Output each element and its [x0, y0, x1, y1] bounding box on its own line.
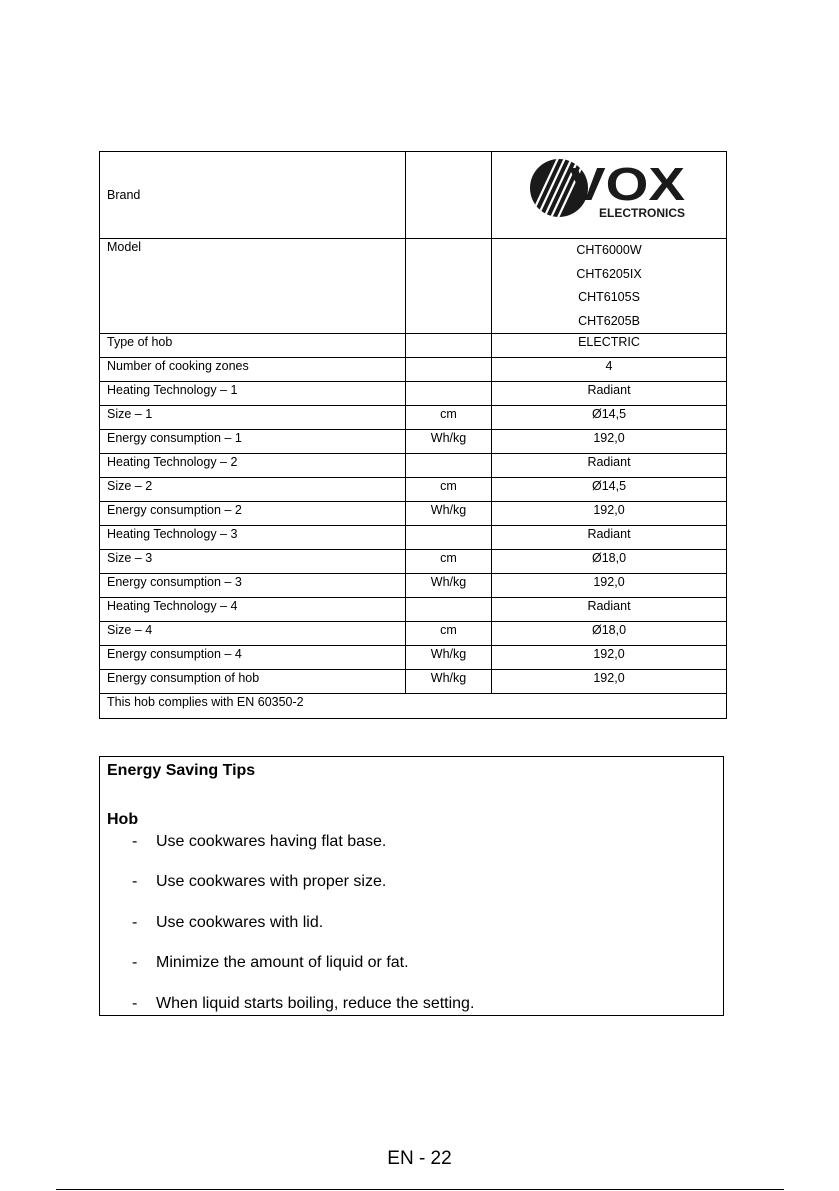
tip-text: Use cookwares having flat base. — [156, 833, 387, 850]
spec-label: Number of cooking zones — [100, 358, 406, 382]
spec-row — [100, 406, 727, 430]
spec-row — [100, 358, 727, 382]
energy-saving-tips-box — [99, 756, 724, 1016]
tip-item — [100, 953, 723, 993]
compliance-row — [100, 694, 727, 719]
spec-label: Heating Technology – 3 — [100, 526, 406, 550]
spec-row — [100, 670, 727, 694]
tip-text: Use cookwares with proper size. — [156, 873, 387, 891]
tip-bullet: - — [132, 833, 138, 850]
spec-value: Ø14,5 — [492, 478, 727, 502]
spec-unit: cm — [406, 550, 492, 574]
spec-label: Size – 2 — [100, 478, 406, 502]
spec-row — [100, 502, 727, 526]
tip-item — [100, 994, 723, 1034]
model-row — [100, 239, 727, 334]
model-values — [492, 239, 727, 334]
spec-value: 192,0 — [492, 430, 727, 454]
spec-label: Size – 4 — [100, 622, 406, 646]
spec-label: Energy consumption – 3 — [100, 574, 406, 598]
specification-table — [99, 151, 727, 719]
spec-value: Radiant — [492, 526, 727, 550]
spec-label: Energy consumption – 4 — [100, 646, 406, 670]
spec-unit — [406, 526, 492, 550]
spec-label: Heating Technology – 2 — [100, 454, 406, 478]
tips-subtitle: Hob — [107, 811, 139, 828]
tip-text: Minimize the amount of liquid or fat. — [156, 954, 409, 972]
spec-unit — [406, 454, 492, 478]
spec-value: 192,0 — [492, 646, 727, 670]
page-number: EN - 22 — [387, 1148, 452, 1169]
tip-bullet: - — [132, 873, 138, 891]
spec-row — [100, 574, 727, 598]
spec-row — [100, 622, 727, 646]
spec-value: Ø18,0 — [492, 550, 727, 574]
spec-unit: Wh/kg — [406, 430, 492, 454]
spec-row — [100, 430, 727, 454]
logo-tagline: ELECTRONICS — [599, 206, 685, 220]
spec-row — [100, 550, 727, 574]
spec-label: Size – 3 — [100, 550, 406, 574]
spec-value: ELECTRIC — [492, 334, 727, 358]
spec-value: Radiant — [492, 382, 727, 406]
spec-label: Size – 1 — [100, 406, 406, 430]
spec-value: 192,0 — [492, 502, 727, 526]
compliance-text: This hob complies with EN 60350-2 — [100, 694, 727, 719]
spec-value: 192,0 — [492, 574, 727, 598]
model-label: Model — [100, 239, 406, 334]
spec-value: Radiant — [492, 598, 727, 622]
spec-unit — [406, 382, 492, 406]
model-number: CHT6105S — [578, 290, 640, 304]
spec-row — [100, 382, 727, 406]
spec-value: Radiant — [492, 454, 727, 478]
tips-list — [100, 832, 723, 1034]
spec-unit: cm — [406, 478, 492, 502]
spec-unit: Wh/kg — [406, 574, 492, 598]
spec-unit: Wh/kg — [406, 502, 492, 526]
tip-item — [100, 872, 723, 912]
tip-bullet: - — [132, 994, 138, 1012]
spec-label: Energy consumption of hob — [100, 670, 406, 694]
tip-bullet: - — [132, 913, 138, 931]
spec-label: Heating Technology – 1 — [100, 382, 406, 406]
spec-unit — [406, 358, 492, 382]
spec-unit: Wh/kg — [406, 646, 492, 670]
spec-label: Energy consumption – 1 — [100, 430, 406, 454]
brand-row — [100, 152, 727, 239]
logo-wordmark: VOX — [569, 158, 686, 210]
spec-unit: cm — [406, 622, 492, 646]
brand-unit-cell — [406, 152, 492, 239]
spec-unit — [406, 598, 492, 622]
spec-row — [100, 646, 727, 670]
model-number: CHT6000W — [576, 243, 642, 257]
spec-label: Heating Technology – 4 — [100, 598, 406, 622]
tip-bullet: - — [132, 954, 138, 972]
spec-row — [100, 478, 727, 502]
spec-unit — [406, 334, 492, 358]
footer-rule — [56, 1189, 784, 1190]
spec-row — [100, 454, 727, 478]
tip-text: Use cookwares with lid. — [156, 913, 324, 931]
spec-label: Energy consumption – 2 — [100, 502, 406, 526]
spec-value: 4 — [492, 358, 727, 382]
tip-item — [100, 913, 723, 953]
logo-mask — [526, 152, 690, 157]
model-unit-cell — [406, 239, 492, 334]
vox-logo — [529, 154, 689, 222]
spec-unit: Wh/kg — [406, 670, 492, 694]
spec-unit: cm — [406, 406, 492, 430]
brand-label: Brand — [100, 152, 406, 239]
spec-value: Ø14,5 — [492, 406, 727, 430]
spec-value: Ø18,0 — [492, 622, 727, 646]
spec-value: 192,0 — [492, 670, 727, 694]
spec-row — [100, 598, 727, 622]
tips-title: Energy Saving Tips — [107, 762, 256, 779]
spec-row — [100, 526, 727, 550]
spec-label: Type of hob — [100, 334, 406, 358]
model-number: CHT6205IX — [576, 266, 642, 281]
tip-text: When liquid starts boiling, reduce the setting. — [156, 994, 475, 1012]
brand-logo-cell — [492, 152, 727, 239]
spec-row — [100, 334, 727, 358]
tip-item — [100, 832, 723, 872]
model-number: CHT6205B — [578, 313, 640, 328]
